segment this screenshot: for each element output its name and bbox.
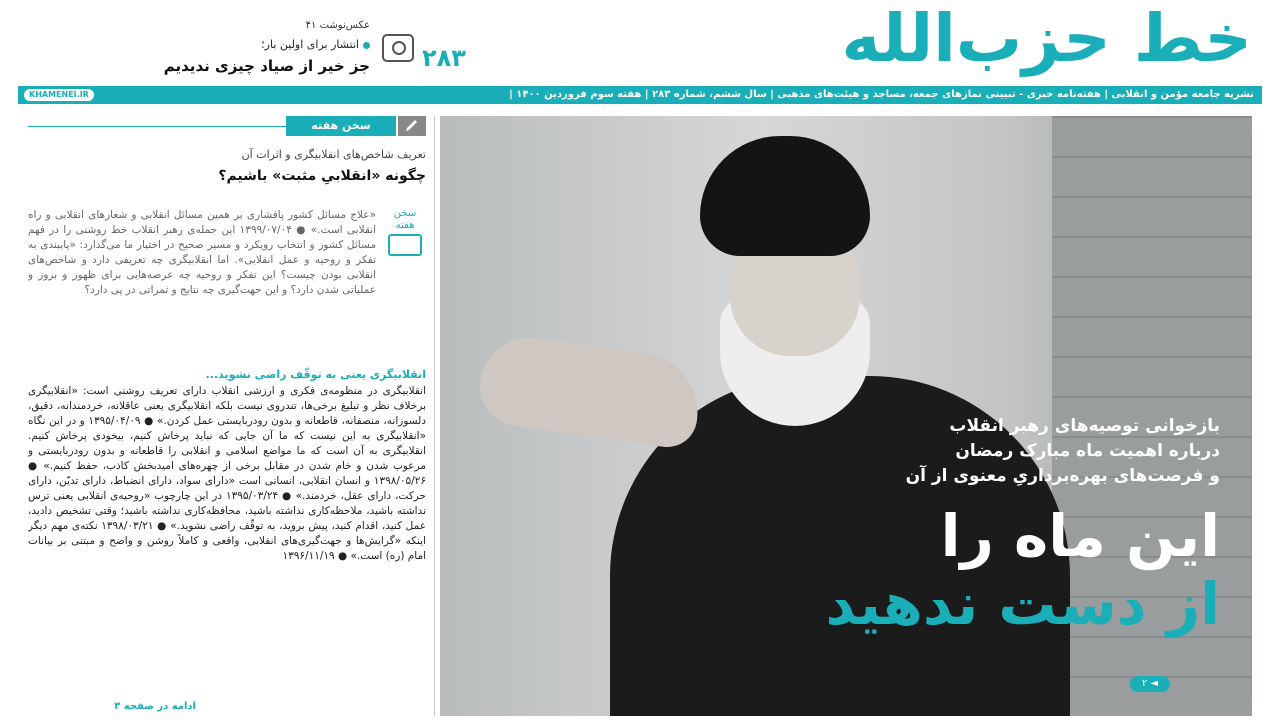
- header-rule: [28, 126, 286, 127]
- cover-photo: [440, 116, 1252, 716]
- column-title: چگونه «انقلابیِ مثبت» باشیم؟: [218, 168, 426, 184]
- pen-icon: [405, 120, 419, 132]
- side-label: سخن هفته: [393, 208, 417, 231]
- camera-icon: [382, 34, 414, 62]
- cover-subtitle-2: درباره اهمیت ماه مبارک رمضان: [955, 441, 1220, 461]
- column-header: [28, 116, 426, 136]
- speech-icon: [388, 234, 422, 256]
- teaser-subtitle: [261, 38, 370, 51]
- pen-icon-box: [398, 116, 426, 136]
- photo-hands: [475, 331, 705, 451]
- logo-text: خط حزب‌الله: [841, 0, 1252, 77]
- weekly-column: [28, 116, 426, 716]
- column-kicker: تعریف شاخص‌های انقلابیگری و اثرات آن: [241, 148, 426, 161]
- masthead: [0, 0, 1280, 86]
- photo-turban: [700, 136, 870, 256]
- column-header-label: سخن هفته: [286, 116, 396, 136]
- cover-subtitle-1: بازخوانی توصیه‌های رهبر انقلاب: [949, 416, 1220, 436]
- issue-number: ۲۸۳: [422, 44, 466, 72]
- cover-subtitle-3: و فرصت‌های بهره‌برداریِ معنوی از آن: [905, 466, 1220, 486]
- teaser-kicker: عکس‌نوشت ۴۱: [305, 20, 370, 31]
- info-bar: [18, 86, 1262, 104]
- site-badge[interactable]: KHAMENEI.IR: [24, 89, 94, 101]
- bullet-dot: [363, 42, 370, 49]
- column-intro: «علاج مسائل کشور پافشاری بر همین مسائل انقلابی و شعارهای انقلابی و راه انقلابی است.» ● ۱۳۹۹/۰۷/۰۴ این جمله‌ی رهبر انقلاب خط روشنی را در فهم مسائل کشور و انتخاب رویکرد و مسیر صحیح در اختیار ما می‌گذارد: «پایبندی به تفکر و روحیه و عمل انقلابی». اما انقلابیگری چه تعریفی دارد و شاخص‌های انقلابی بودن چیست؟ این تفکر و روحیه چه عرصه‌هایی برای ظهور و بروز و عملیاتی شدن دارد؟ و این جهت‌گیری چه نتایج و ثمراتی در پی دارد؟: [28, 209, 376, 296]
- cover-headline-2: از دست ندهید: [825, 570, 1220, 638]
- teaser-subtitle-text: انتشار برای اولین بار؛: [261, 38, 359, 51]
- column-subhead: انقلابیگری یعنی به توقّف راضی نشوید...: [205, 368, 426, 381]
- cover-headline-1: این ماه را: [940, 502, 1220, 570]
- logo: [422, 0, 1252, 77]
- teaser-title: جز خیر از صیاد چیزی ندیدیم: [163, 57, 370, 75]
- info-bar-text: نشریه جامعه مؤمن و انقلابی | هفته‌نامه خبری - تبیینی نمازهای جمعه، مساجد و هیئت‌های مذهبی | سال ششم، شماره ۲۸۳ | هفته سوم فروردین ۱۴۰۰ |: [509, 89, 1254, 100]
- cover-text: [700, 414, 1220, 639]
- column-body: انقلابیگری در منظومه‌ی فکری و ارزشی انقلاب دارای تعریف روشنی است: «انقلابیگری برخلاف نظر و تبلیغ برخی‌ها، تندروی نیست بلکه انقلابیگری یعنی عاقلانه، خردمندانه، دقیق، دلسوزانه، منصفانه، قاطعانه و بدون رودربایستی عمل کردن.» ● ۱۳۹۵/۰۴/۰۹ و در این نگاه «انقلابیگری به این نیست که ما آن جایی که نباید پرخاش کنیم، بیخودی پرخاش کنیم. انقلابیگری به آن است که ما مواضع اسلامی و انقلابی را قاطعانه و بدون رودربایستی و مرعوب شدن و خام شدن در مقابل برخی از چهره‌های امیدبخش کاذب، حفظ کنیم.» ● ۱۳۹۸/۰۵/۲۶ و انسان انقلابی، انسانی است «دارای سواد، دارای انضباط، دارای تدیّن، دارای حرکت، دارای عقل، خردمند.» ● ۱۳۹۵/۰۳/۲۴ در این چارچوب «روحیه‌ی انقلابی یعنی ترس نداشته باشید، ملاحظه‌کاری نداشته باشید، محافظه‌کاری نداشته باشید؛ وقتی تشخیص دادید، عمل کنید، اقدام کنید، پیش بروید، به توقّف راضی نشوید.» ● ۱۳۹۸/۰۳/۲۱ نکته‌ی مهم دیگر اینکه «گرایش‌ها و جهت‌گیری‌های انقلابی، واقعی و کاملاً روشن و واضح و مبتنی بر بیانات امام (ره) است.» ● ۱۳۹۶/۱۱/۱۹: [28, 385, 426, 562]
- column-divider: [434, 116, 435, 716]
- photo-essay-teaser[interactable]: [34, 20, 414, 80]
- page-badge[interactable]: ۲ ◄: [1130, 676, 1170, 692]
- continue-link[interactable]: ادامه در صفحه ۳: [114, 701, 196, 712]
